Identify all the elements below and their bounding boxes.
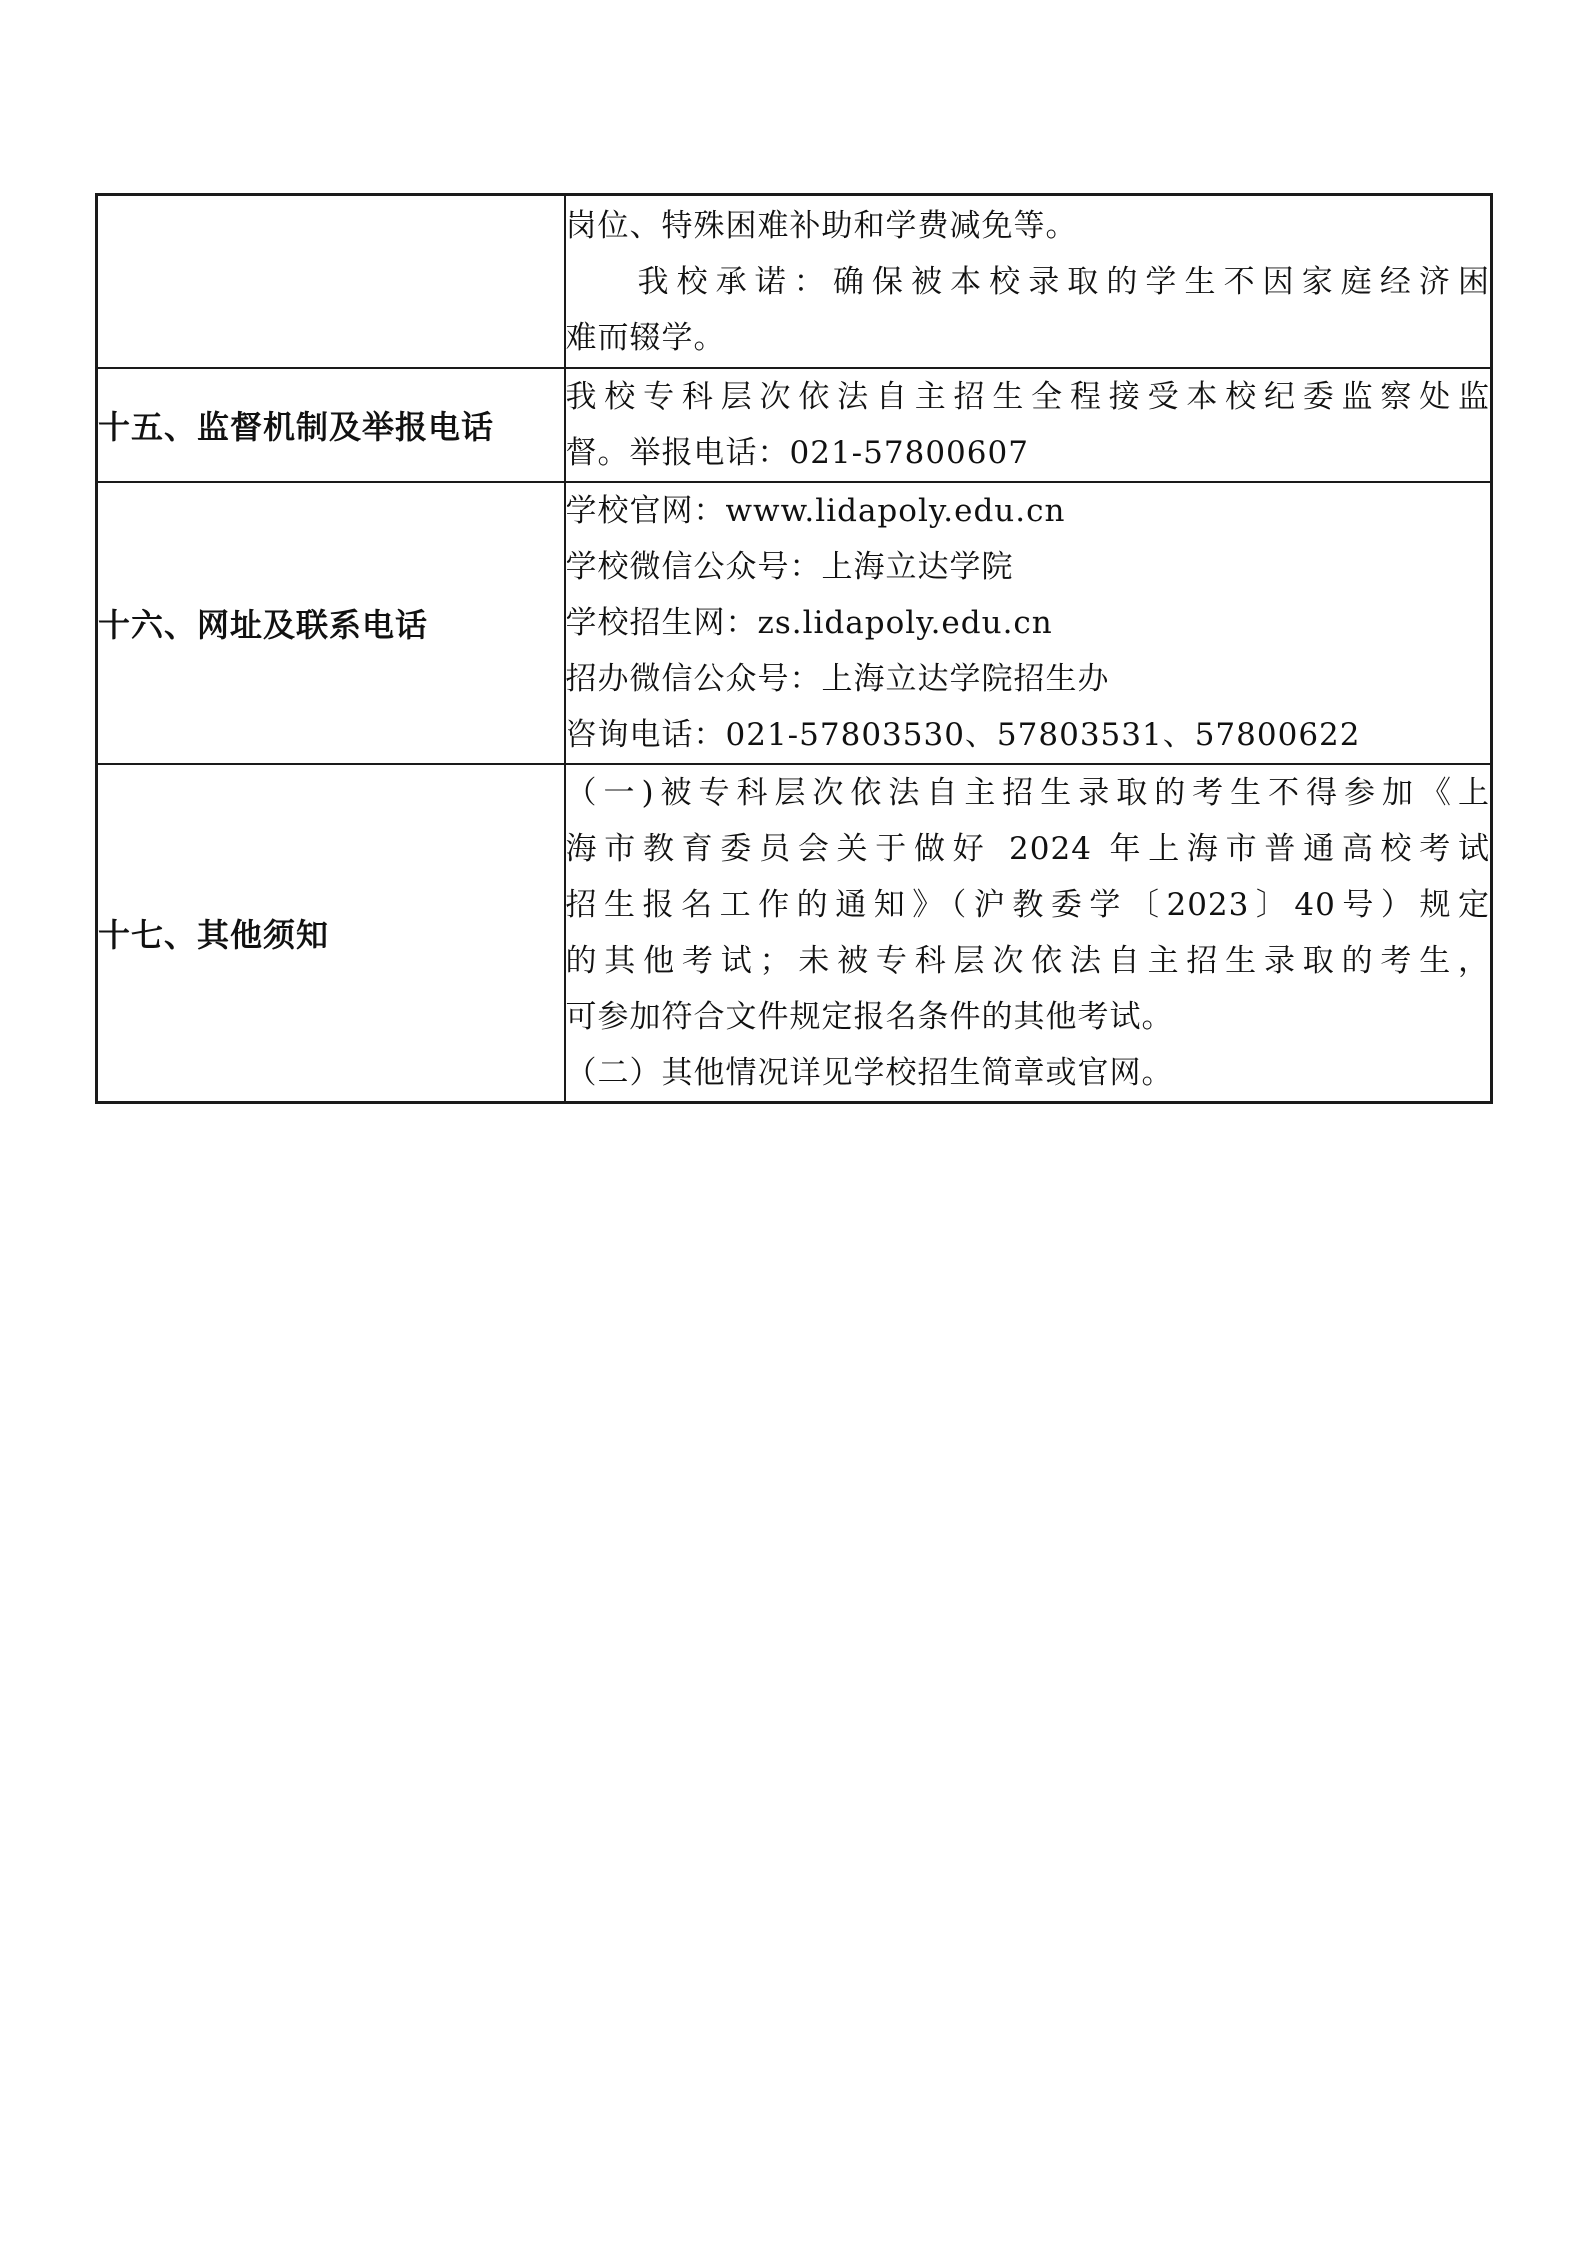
text-line: 岗位、特殊困难补助和学费减免等。 — [565, 207, 1078, 244]
row-content-other-notes — [565, 764, 1492, 1103]
table-row-contact — [97, 482, 1492, 764]
text-line: 我校专科层次依法自主招生全程接受本校纪委监察处监 — [565, 379, 1490, 415]
row-content-aid — [565, 195, 1492, 369]
table-row-supervision — [97, 368, 1492, 482]
table-row-continued-aid — [97, 195, 1492, 369]
report-phone-line: 督。举报电话：021-57800607 — [565, 435, 1029, 471]
text-line: （二）其他情况详见学校招生简章或官网。 — [565, 1055, 1174, 1091]
row-label-supervision: 十五、监督机制及举报电话 — [97, 368, 565, 482]
table-row-other-notes — [97, 764, 1492, 1103]
text-line: 可参加符合文件规定报名条件的其他考试。 — [565, 999, 1174, 1035]
text-line: 我校承诺：确保被本校录取的学生不因家庭经济困 — [637, 263, 1490, 300]
row-label-contact: 十六、网址及联系电话 — [97, 482, 565, 764]
row-content-contact — [565, 482, 1492, 764]
admissions-wechat-line: 招办微信公众号：上海立达学院招生办 — [565, 661, 1110, 697]
text-line: （一)被专科层次依法自主招生录取的考生不得参加《上 — [565, 775, 1490, 811]
text-line: 难而辍学。 — [565, 319, 726, 356]
text-line: 的其他考试；未被专科层次依法自主招生录取的考生， — [565, 943, 1490, 979]
row-label-empty — [97, 195, 565, 369]
text-line: 海市教育委员会关于做好 2024 年上海市普通高校考试 — [565, 831, 1490, 867]
admissions-website-line: 学校招生网：zs.lidapoly.edu.cn — [565, 605, 1053, 641]
wechat-account-line: 学校微信公众号：上海立达学院 — [565, 549, 1014, 585]
text-line: 招生报名工作的通知》（沪教委学〔2023〕40号）规定 — [565, 887, 1490, 923]
info-table — [95, 193, 1493, 1104]
consult-phone-line: 咨询电话：021-57803530、57803531、57800622 — [565, 717, 1361, 753]
row-content-supervision — [565, 368, 1492, 482]
official-website-line: 学校官网：www.lidapoly.edu.cn — [565, 493, 1066, 529]
row-label-other-notes: 十七、其他须知 — [97, 764, 565, 1103]
